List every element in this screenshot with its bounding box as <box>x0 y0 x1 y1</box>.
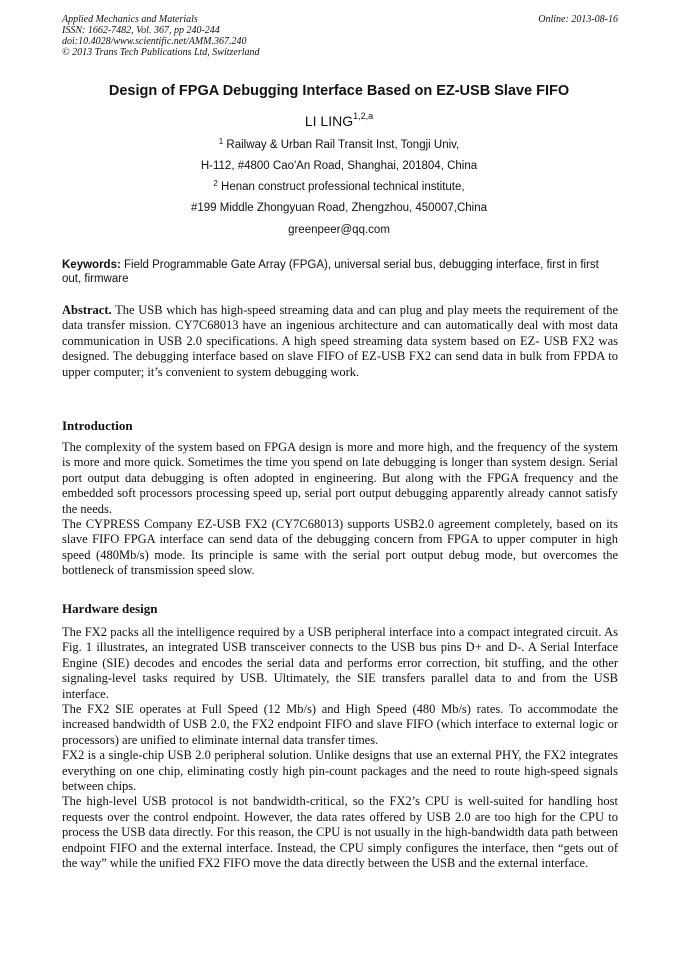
paragraph: The high-level USB protocol is not bandwidth-critical, so the FX2’s CPU is well-suited for handling host requests over the control endpoint. However, the data rates offered by USB 2.0 are too high for the CPU to process the USB data directly. For this reason, the CPU is not usually in the high-bandwidth data path between endpoint FIFO and the external interface. Instead, the CPU simply configures the interface, then “gets out of the way” while the unified FX2 FIFO move the data directly between the USB and the external interface. <box>62 794 618 871</box>
hardware-body <box>62 625 618 872</box>
online-date: Online: 2013-08-16 <box>538 14 618 25</box>
paragraph: The CYPRESS Company EZ-USB FX2 (CY7C68013) supports USB2.0 agreement completely, based on its slave FIFO FPGA interface can send data of the debugging concern from FPGA to upper computer in high speed (480Mb/s) mode. Its principle is same with the serial port output debug mode, but overcomes the bottleneck of transmission speed slow. <box>62 517 618 578</box>
paragraph: The FX2 SIE operates at Full Speed (12 Mb/s) and High Speed (480 Mb/s) rates. To accommodate the increased bandwidth of USB 2.0, the FX2 endpoint FIFO and slave FIFO (which interface to external logic or processors) are unified to eliminate internal data transfer times. <box>62 702 618 747</box>
paragraph: The FX2 packs all the intelligence required by a USB peripheral interface into a compact integrated circuit. As Fig. 1 illustrates, an integrated USB transceiver connects to the USB bus pins D+ and D-. A Serial Interface Engine (SIE) decodes and encodes the serial data and performs error correction, bit stuffing, and the other signaling-level tasks required by USB. Ultimately, the SIE transfers parallel data to and from the USB interface. <box>62 625 618 701</box>
paragraph: FX2 is a single-chip USB 2.0 peripheral solution. Unlike designs that use an external PHY, the FX2 integrates everything on one chip, eliminating costly high pin-count packages and the need to route high-speed signals between chips. <box>62 748 618 794</box>
abstract-label: Abstract. <box>62 303 112 317</box>
abstract <box>62 303 618 380</box>
author <box>0 113 678 129</box>
paragraph: The complexity of the system based on FPGA design is more and more high, and the frequency of the system is more and more quick. Sometimes the time you spend on late debugging is longer than system design. Serial port output data debugging is often adopted in engineering. But along with the FPGA frequency and the embedded soft processors processing speed up, serial port output debugging apparently already cannot satisfy the needs. <box>62 440 618 516</box>
affiliation-1-line-1: $^1$ Railway & Urban Rail Transit Inst, Tongji Univ, <box>218 137 460 151</box>
affiliation-1-line-2: H-112, #4800 Cao'An Road, Shanghai, 201804, China <box>200 160 478 172</box>
keywords-text: Field Programmable Gate Array (FPGA), universal serial bus, debugging interface, first in first out, firmware <box>62 259 599 285</box>
introduction-body <box>62 440 618 579</box>
author-superscript: 1,2,a <box>353 111 374 121</box>
journal-copyright: © 2013 Trans Tech Publications Ltd, Switzerland <box>62 47 260 58</box>
journal-issn: ISSN: 1662-7482, Vol. 367, pp 240-244 <box>62 25 220 36</box>
section-heading-introduction: Introduction <box>62 418 133 433</box>
affiliation-2-line-2: #199 Middle Zhongyuan Road, Zhengzhou, 450007,China <box>190 202 488 214</box>
paper-title: Design of FPGA Debugging Interface Based on EZ-USB Slave FIFO <box>108 83 570 99</box>
author-name: LI LING <box>304 113 354 129</box>
journal-doi: doi:10.4028/www.scientific.net/AMM.367.240 <box>62 36 247 47</box>
keywords <box>62 258 618 286</box>
section-heading-hardware-design: Hardware design <box>62 601 158 616</box>
abstract-text: The USB which has high-speed streaming data and can plug and play meets the requirement of the data transfer mission. CY7C68013 have an ingenious architecture and can automatically deal with most data communication in USB 2.0 specifications. A high speed streaming data system based on EZ- USB FX2 was designed. The debugging interface based on slave FIFO of EZ-USB FX2 can send data in bulk from FPDA to upper computer; it’s convenient to system debugging work. <box>62 303 618 379</box>
journal-name: Applied Mechanics and Materials <box>62 14 198 25</box>
journal-header <box>62 14 618 58</box>
affiliation-2-line-1: $^2$ Henan construct professional technical institute, <box>213 179 465 193</box>
author-email: greenpeer@qq.com <box>288 224 390 236</box>
keywords-label: Keywords: <box>62 259 121 271</box>
